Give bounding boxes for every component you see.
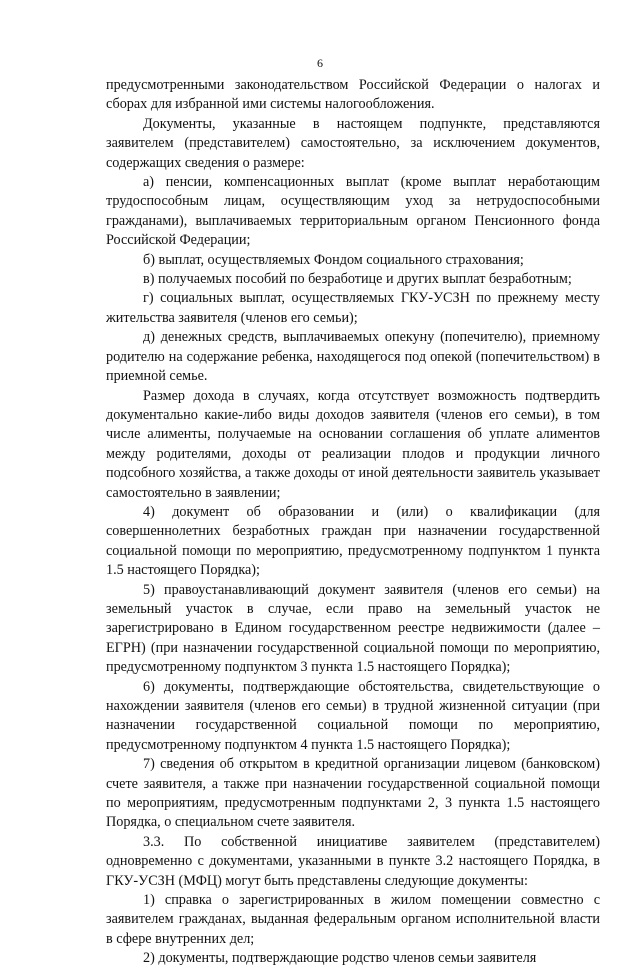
list-item-v-unemployment: в) получаемых пособий по безработице и других выплат безработным;: [143, 271, 572, 288]
list-item-5-land-title: 5) правоустанавливающий документ заявителя (членов его семьи) на земельный участок в случае, если право на земельный участок не зарегистрировано в Едином государственном реестре недвижимости (далее – ЕГРН) (при назначении государственной социальной помощи по мероприятию, предусмотренному подпунктом 3 пункта 1.5 настоящего Порядка);: [106, 581, 600, 676]
list-item-d-guardian-funds: д) денежных средств, выплачиваемых опекуну (попечителю), приемному родителю на содержание ребенка, находящегося под опекой (попечительством) в приемной семье.: [106, 329, 600, 385]
document-body: [106, 76, 600, 969]
list-item-2-kinship-documents: 2) документы, подтверждающие родство членов семьи заявителя: [143, 950, 537, 967]
paragraph-income-size: Размер дохода в случаях, когда отсутствует возможность подтвердить документально какие-либо виды доходов заявителя (членов его семьи), в том числе алименты, получаемые на основании соглашения об уплате алиментов между родителями, доходы от реализации плодов и продукции личного подсобного хозяйства, а также доходы от иной деятельности заявитель указывает самостоятельно в заявлении;: [106, 387, 600, 501]
list-item-6-hardship: 6) документы, подтверждающие обстоятельства, свидетельствующие о нахождении заявителя (членов его семьи) в трудной жизненной ситуации (при назначении государственной социальной помощи по мероприятию, предусмотренному подпунктом 4 пункта 1.5 настоящего Порядка);: [106, 678, 600, 753]
paragraph-documents-intro: Документы, указанные в настоящем подпункте, представляются заявителем (представителем) самостоятельно, за исключением документов, содержащих сведения о размере:: [106, 115, 600, 171]
list-item-4-education: 4) документ об образовании и (или) о квалификации (для совершеннолетних безработных граждан при назначении государственной социальной помощи по мероприятию, предусмотренному подпунктом 1 пункта 1.5 настоящего Порядка);: [106, 503, 600, 579]
list-item-b-social-insurance: б) выплат, осуществляемых Фондом социального страхования;: [143, 251, 524, 268]
list-item-g-social-payments: г) социальных выплат, осуществляемых ГКУ-УСЗН по прежнему месту жительства заявителя (членов его семьи);: [106, 290, 600, 326]
list-item-7-bank-account: 7) сведения об открытом в кредитной организации лицевом (банковском) счете заявителя, а также при назначении государственной социальной помощи по мероприятиям, предусмотренным подпунктами 2, 3 пункта 1.5 настоящего Порядка, о специальном счете заявителя.: [106, 756, 600, 831]
list-item-1-residence-certificate: 1) справка о зарегистрированных в жилом помещении совместно с заявителем гражданах, выданная федеральным органом исполнительной власти в сфере внутренних дел;: [106, 892, 600, 947]
page-number: 6: [317, 56, 323, 70]
paragraph-section-3-3: 3.3. По собственной инициативе заявителем (представителем) одновременно с документами, указанными в пункте 3.2 настоящего Порядка, в ГКУ-УСЗН (МФЦ) могут быть представлены следующие документы:: [106, 833, 600, 889]
paragraph-tax-continuation: предусмотренными законодательством Российской Федерации о налогах и сборах для избранной ими системы налогообложения.: [106, 77, 600, 113]
list-item-a-pension: а) пенсии, компенсационных выплат (кроме выплат неработающим трудоспособным лицам, осуществляющим уход за нетрудоспособными гражданами), выплачиваемых территориальным органом Пенсионного фонда Российской Федерации;: [106, 174, 600, 249]
